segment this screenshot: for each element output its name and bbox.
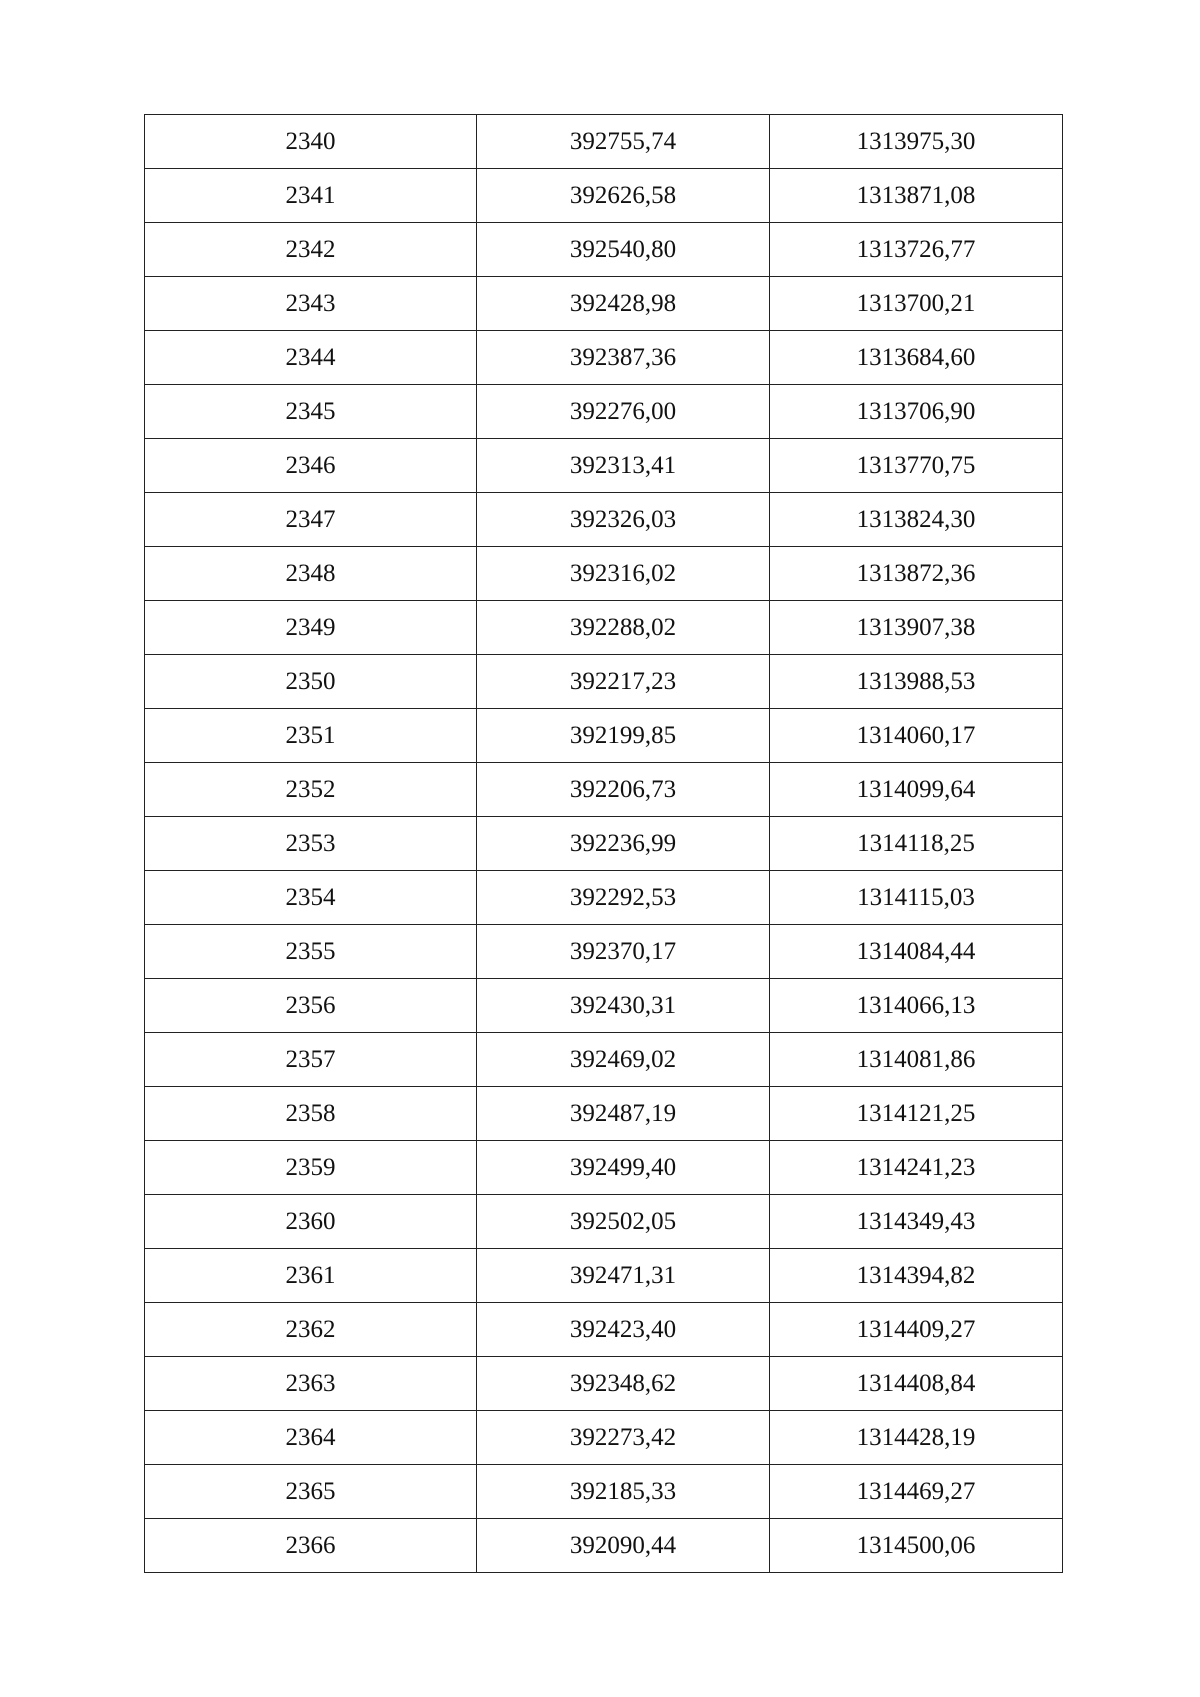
table-row	[145, 763, 1063, 817]
x-coordinate-cell: 392502,05	[477, 1195, 770, 1249]
table-row	[145, 1087, 1063, 1141]
point-number-cell: 2340	[145, 115, 477, 169]
point-number-cell: 2345	[145, 385, 477, 439]
x-coordinate-cell: 392273,42	[477, 1411, 770, 1465]
x-coordinate-cell: 392487,19	[477, 1087, 770, 1141]
table-row	[145, 331, 1063, 385]
point-number-cell: 2353	[145, 817, 477, 871]
point-number-cell: 2366	[145, 1519, 477, 1573]
x-coordinate-cell: 392313,41	[477, 439, 770, 493]
x-coordinate-cell: 392499,40	[477, 1141, 770, 1195]
point-number-cell: 2343	[145, 277, 477, 331]
y-coordinate-cell: 1314121,25	[770, 1087, 1063, 1141]
point-number-cell: 2352	[145, 763, 477, 817]
y-coordinate-cell: 1313975,30	[770, 115, 1063, 169]
point-number-cell: 2351	[145, 709, 477, 763]
table-row	[145, 493, 1063, 547]
table-row	[145, 871, 1063, 925]
table-row	[145, 1195, 1063, 1249]
table-row	[145, 277, 1063, 331]
table-row	[145, 115, 1063, 169]
point-number-cell: 2348	[145, 547, 477, 601]
point-number-cell: 2355	[145, 925, 477, 979]
y-coordinate-cell: 1313988,53	[770, 655, 1063, 709]
table-row	[145, 547, 1063, 601]
y-coordinate-cell: 1313700,21	[770, 277, 1063, 331]
y-coordinate-cell: 1314060,17	[770, 709, 1063, 763]
point-number-cell: 2347	[145, 493, 477, 547]
coordinates-table	[144, 114, 1063, 1573]
point-number-cell: 2360	[145, 1195, 477, 1249]
point-number-cell: 2365	[145, 1465, 477, 1519]
point-number-cell: 2346	[145, 439, 477, 493]
x-coordinate-cell: 392217,23	[477, 655, 770, 709]
table-row	[145, 439, 1063, 493]
table-row	[145, 1465, 1063, 1519]
x-coordinate-cell: 392428,98	[477, 277, 770, 331]
x-coordinate-cell: 392471,31	[477, 1249, 770, 1303]
point-number-cell: 2358	[145, 1087, 477, 1141]
y-coordinate-cell: 1313726,77	[770, 223, 1063, 277]
table-row	[145, 979, 1063, 1033]
x-coordinate-cell: 392292,53	[477, 871, 770, 925]
table-row	[145, 223, 1063, 277]
y-coordinate-cell: 1313907,38	[770, 601, 1063, 655]
point-number-cell: 2341	[145, 169, 477, 223]
table-row	[145, 1357, 1063, 1411]
point-number-cell: 2349	[145, 601, 477, 655]
y-coordinate-cell: 1313824,30	[770, 493, 1063, 547]
table-row	[145, 655, 1063, 709]
point-number-cell: 2357	[145, 1033, 477, 1087]
point-number-cell: 2354	[145, 871, 477, 925]
x-coordinate-cell: 392755,74	[477, 115, 770, 169]
x-coordinate-cell: 392540,80	[477, 223, 770, 277]
y-coordinate-cell: 1313872,36	[770, 547, 1063, 601]
x-coordinate-cell: 392316,02	[477, 547, 770, 601]
y-coordinate-cell: 1314241,23	[770, 1141, 1063, 1195]
table-row	[145, 1033, 1063, 1087]
point-number-cell: 2350	[145, 655, 477, 709]
x-coordinate-cell: 392199,85	[477, 709, 770, 763]
y-coordinate-cell: 1313706,90	[770, 385, 1063, 439]
table-row	[145, 1303, 1063, 1357]
point-number-cell: 2344	[145, 331, 477, 385]
y-coordinate-cell: 1314428,19	[770, 1411, 1063, 1465]
table-row	[145, 385, 1063, 439]
table-row	[145, 817, 1063, 871]
x-coordinate-cell: 392236,99	[477, 817, 770, 871]
table-row	[145, 1249, 1063, 1303]
x-coordinate-cell: 392430,31	[477, 979, 770, 1033]
y-coordinate-cell: 1314349,43	[770, 1195, 1063, 1249]
x-coordinate-cell: 392370,17	[477, 925, 770, 979]
x-coordinate-cell: 392469,02	[477, 1033, 770, 1087]
y-coordinate-cell: 1314084,44	[770, 925, 1063, 979]
x-coordinate-cell: 392626,58	[477, 169, 770, 223]
x-coordinate-cell: 392348,62	[477, 1357, 770, 1411]
point-number-cell: 2362	[145, 1303, 477, 1357]
y-coordinate-cell: 1314500,06	[770, 1519, 1063, 1573]
x-coordinate-cell: 392423,40	[477, 1303, 770, 1357]
point-number-cell: 2363	[145, 1357, 477, 1411]
x-coordinate-cell: 392326,03	[477, 493, 770, 547]
y-coordinate-cell: 1314066,13	[770, 979, 1063, 1033]
x-coordinate-cell: 392090,44	[477, 1519, 770, 1573]
x-coordinate-cell: 392387,36	[477, 331, 770, 385]
table-row	[145, 169, 1063, 223]
y-coordinate-cell: 1314118,25	[770, 817, 1063, 871]
y-coordinate-cell: 1314394,82	[770, 1249, 1063, 1303]
x-coordinate-cell: 392288,02	[477, 601, 770, 655]
point-number-cell: 2364	[145, 1411, 477, 1465]
table-row	[145, 1519, 1063, 1573]
point-number-cell: 2356	[145, 979, 477, 1033]
x-coordinate-cell: 392185,33	[477, 1465, 770, 1519]
y-coordinate-cell: 1314115,03	[770, 871, 1063, 925]
coordinates-table-body	[145, 115, 1063, 1573]
point-number-cell: 2359	[145, 1141, 477, 1195]
y-coordinate-cell: 1313770,75	[770, 439, 1063, 493]
table-row	[145, 925, 1063, 979]
point-number-cell: 2361	[145, 1249, 477, 1303]
x-coordinate-cell: 392206,73	[477, 763, 770, 817]
x-coordinate-cell: 392276,00	[477, 385, 770, 439]
y-coordinate-cell: 1313684,60	[770, 331, 1063, 385]
y-coordinate-cell: 1314469,27	[770, 1465, 1063, 1519]
y-coordinate-cell: 1313871,08	[770, 169, 1063, 223]
y-coordinate-cell: 1314099,64	[770, 763, 1063, 817]
table-row	[145, 601, 1063, 655]
y-coordinate-cell: 1314409,27	[770, 1303, 1063, 1357]
y-coordinate-cell: 1314408,84	[770, 1357, 1063, 1411]
y-coordinate-cell: 1314081,86	[770, 1033, 1063, 1087]
table-row	[145, 1411, 1063, 1465]
table-row	[145, 709, 1063, 763]
point-number-cell: 2342	[145, 223, 477, 277]
table-row	[145, 1141, 1063, 1195]
